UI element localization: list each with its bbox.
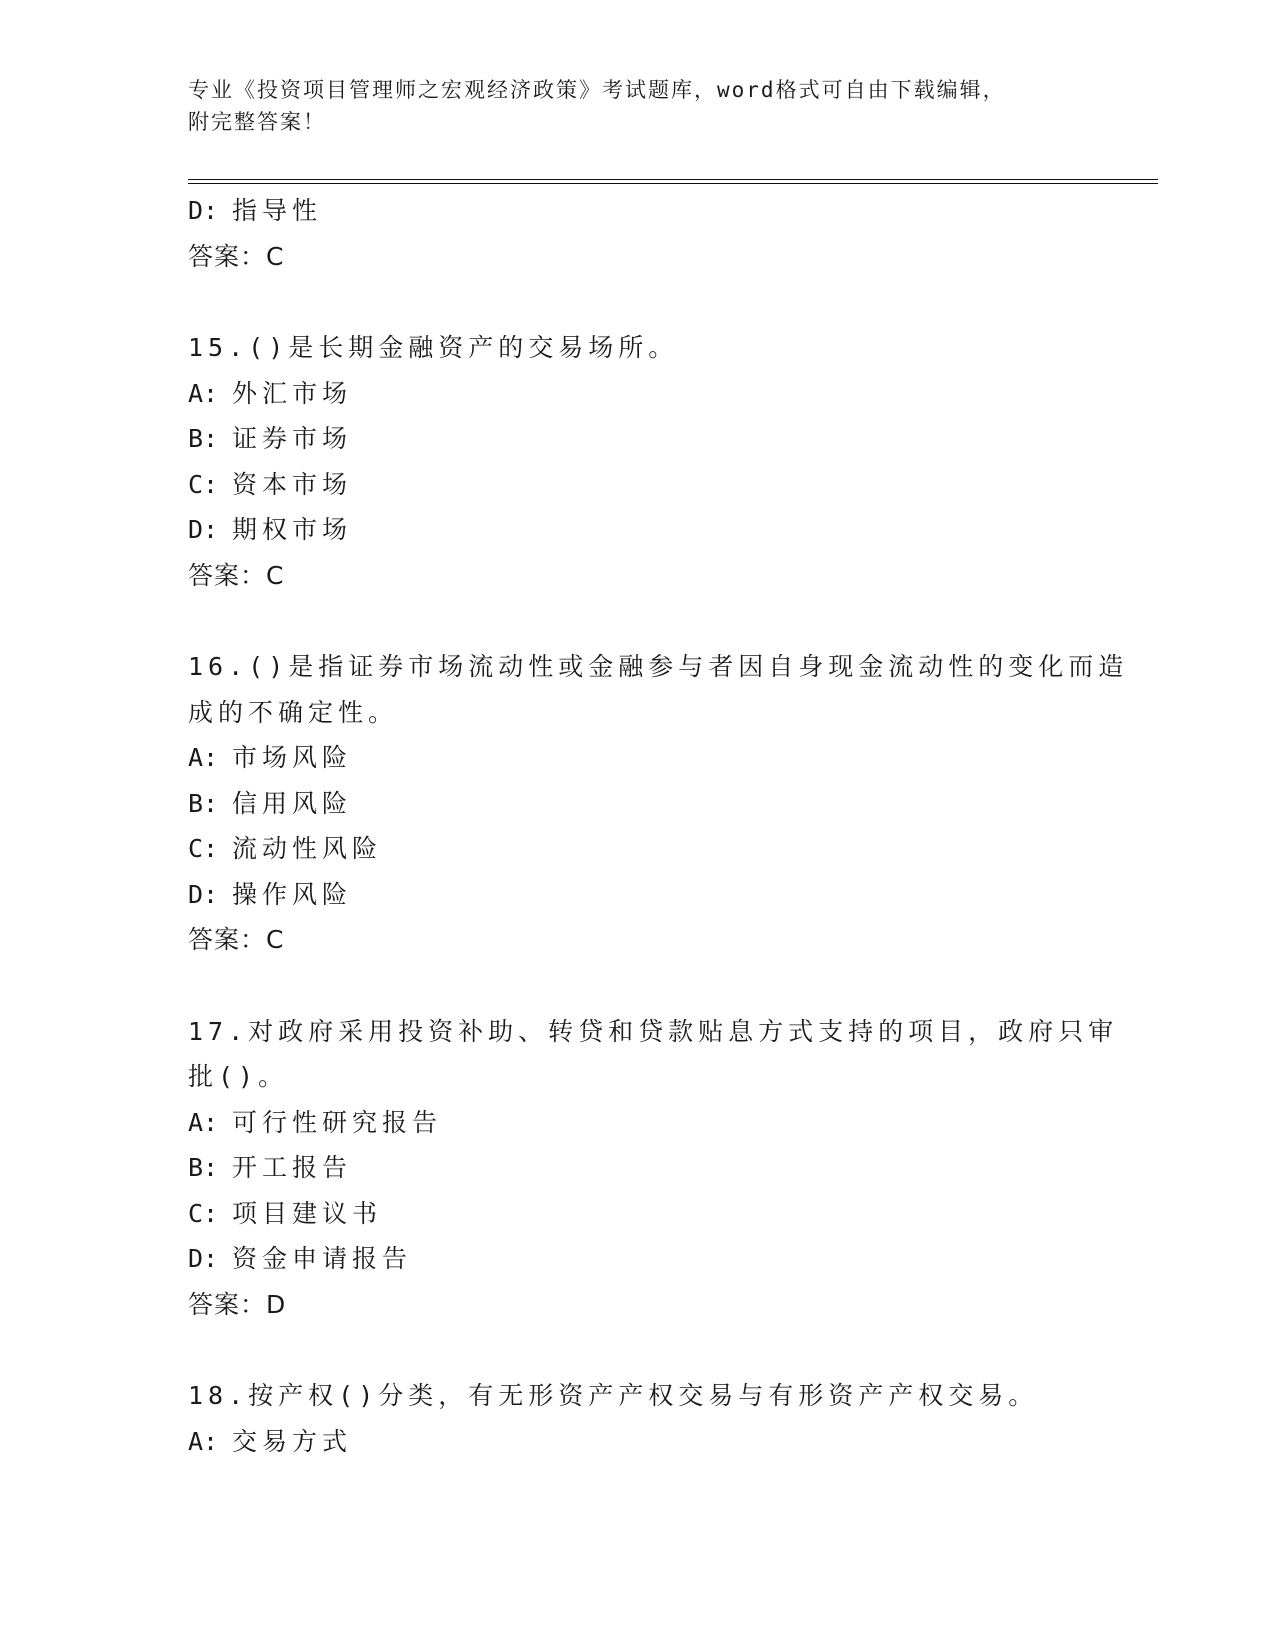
document-header: [188, 74, 1088, 138]
question-stem: 15.()是长期金融资产的交易场所。: [188, 333, 679, 362]
header-line-1: 专业《投资项目管理师之宏观经济政策》考试题库，word格式可自由下载编辑，: [188, 78, 1006, 102]
option-label: D:: [188, 879, 219, 909]
option-label: B:: [188, 1153, 219, 1182]
answer-line: 答案：C: [188, 241, 285, 271]
question-stem: 16.()是指证券市场流动性或金融参与者因自身现金流动性的变化而造: [188, 652, 1129, 681]
question-stem: 18.按产权()分类，有无形资产产权交易与有形资产产权交易。: [188, 1381, 1039, 1410]
option-label: B:: [188, 424, 219, 453]
question-gap: [188, 279, 1088, 325]
question-gap: [188, 1327, 1088, 1373]
option-a: [188, 1100, 1088, 1146]
option-text: 可行性研究报告: [232, 1107, 443, 1137]
answer-line: 答案：C: [188, 560, 285, 590]
option-d: [188, 188, 1088, 234]
option-b: [188, 781, 1088, 827]
answer-line: 答案：D: [188, 1289, 287, 1319]
option-text: 市场风险: [232, 743, 353, 772]
option-label: D:: [188, 515, 219, 544]
option-label: A:: [188, 378, 219, 408]
option-text: 外汇市场: [232, 378, 353, 408]
question-gap: [188, 598, 1088, 644]
option-b: [188, 1145, 1088, 1191]
question-stem-cont: 批()。: [188, 1062, 289, 1091]
option-text: 指导性: [232, 196, 323, 225]
option-text: 项目建议书: [232, 1198, 383, 1228]
option-b: [188, 416, 1088, 462]
option-text: 交易方式: [232, 1426, 353, 1456]
question-gap: [188, 963, 1088, 1009]
question-stem: 17.对政府采用投资补助、转贷和贷款贴息方式支持的项目，政府只审: [188, 1016, 1119, 1046]
option-text: 资本市场: [232, 469, 353, 499]
option-text: 流动性风险: [232, 834, 383, 863]
header-rule-bottom: [188, 183, 1158, 184]
option-d: [188, 507, 1088, 553]
answer-line: 答案：C: [188, 925, 285, 954]
option-text: 开工报告: [232, 1153, 353, 1182]
option-c: [188, 462, 1088, 508]
question-stem-cont: 成的不确定性。: [188, 697, 399, 727]
option-text: 期权市场: [232, 515, 353, 544]
option-text: 资金申请报告: [232, 1244, 413, 1273]
question-content: [188, 188, 1129, 1464]
option-d: [188, 872, 1088, 918]
option-label: D:: [188, 196, 219, 225]
option-label: A:: [188, 1426, 219, 1456]
option-label: C:: [188, 1198, 219, 1228]
option-d: [188, 1236, 1088, 1282]
option-text: 证券市场: [232, 424, 353, 453]
option-label: B:: [188, 788, 219, 818]
option-label: C:: [188, 469, 219, 499]
option-label: C:: [188, 834, 219, 863]
header-line-2: 附完整答案！: [188, 110, 326, 134]
option-text: 操作风险: [232, 879, 353, 909]
option-c: [188, 826, 1088, 872]
option-label: D:: [188, 1244, 219, 1273]
option-label: A:: [188, 1107, 219, 1137]
option-a: [188, 735, 1088, 781]
option-text: 信用风险: [232, 788, 353, 818]
header-rule-top: [188, 179, 1158, 180]
option-a: [188, 1419, 1088, 1465]
option-a: [188, 371, 1088, 417]
option-c: [188, 1191, 1088, 1237]
option-label: A:: [188, 743, 219, 772]
